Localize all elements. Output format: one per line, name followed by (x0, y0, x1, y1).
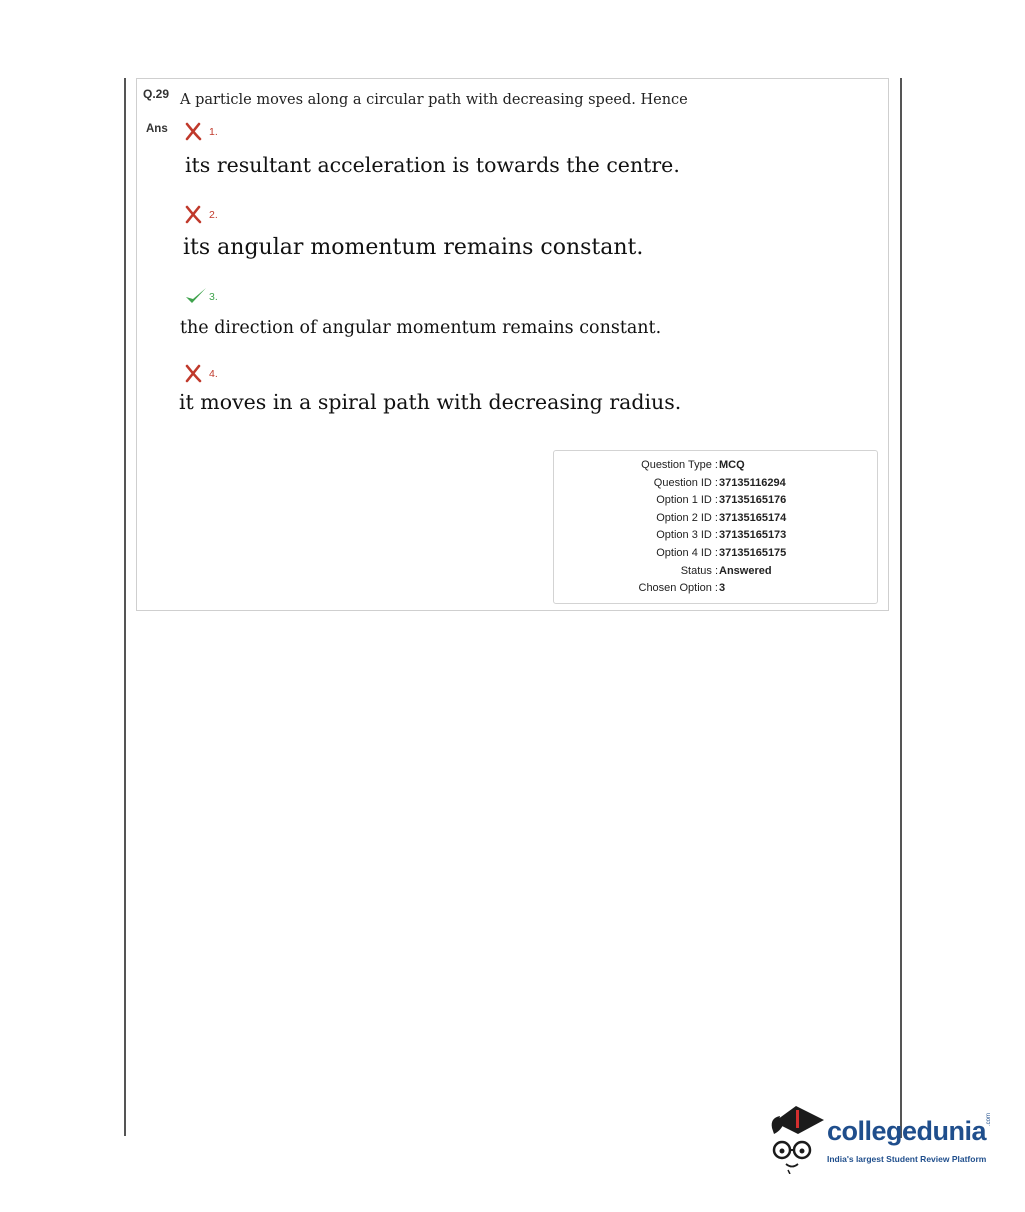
meta-label: Option 2 ID : (656, 511, 718, 524)
meta-value: 3 (719, 582, 726, 595)
meta-value: Answered (719, 564, 772, 577)
meta-label: Option 1 ID : (656, 494, 718, 507)
logo-wordmark: collegedunia (827, 1116, 987, 1146)
option-4-text: it moves in a spiral path with decreasing radius. (179, 390, 682, 414)
option-2-number: 2. (209, 209, 218, 221)
question-metadata-box (553, 450, 878, 604)
meta-value: 37135165176 (719, 494, 787, 507)
meta-value: 37135165175 (719, 547, 787, 559)
question-text: A particle moves along a circular path with decreasing speed. Hence (180, 92, 688, 108)
logo-tagline: India's largest Student Review Platform (827, 1154, 987, 1164)
meta-row-option-2-id (554, 512, 879, 529)
meta-value: MCQ (719, 459, 745, 471)
meta-value: 37135116294 (719, 476, 786, 489)
question-number: Q.29 (143, 87, 170, 101)
correct-check-icon (185, 287, 207, 305)
meta-row-chosen-option (554, 582, 879, 599)
answer-label: Ans (146, 123, 168, 135)
mascot-icon (766, 1104, 826, 1174)
option-4-number: 4. (209, 368, 218, 380)
wrong-cross-icon (185, 364, 202, 383)
option-3-number: 3. (209, 291, 218, 303)
meta-row-option-3-id (554, 529, 879, 546)
collegedunia-logo (766, 1104, 996, 1174)
meta-label: Question ID : (653, 476, 718, 489)
meta-row-question-type (554, 459, 879, 476)
meta-row-status (554, 565, 879, 582)
wrong-cross-icon (185, 205, 202, 224)
meta-label: Status : (680, 564, 718, 577)
meta-label: Chosen Option : (638, 582, 718, 595)
meta-label: Option 4 ID : (656, 547, 718, 559)
page-border-left (124, 78, 126, 1136)
meta-label: Question Type : (641, 459, 718, 471)
option-2-text: its angular momentum remains constant. (183, 235, 644, 260)
option-1-number: 1. (209, 126, 218, 138)
meta-value: 37135165173 (719, 529, 787, 542)
meta-label: Option 3 ID : (656, 529, 718, 542)
wrong-cross-icon (185, 122, 202, 141)
meta-row-option-1-id (554, 494, 879, 511)
meta-value: 37135165174 (719, 511, 787, 524)
page-border-right (900, 78, 902, 1138)
meta-row-option-4-id (554, 547, 879, 564)
logo-suffix: .com (986, 1112, 992, 1126)
meta-row-question-id (554, 477, 879, 494)
option-3-text: the direction of angular momentum remains constant. (180, 318, 662, 338)
option-1-text: its resultant acceleration is towards the centre. (185, 153, 680, 177)
